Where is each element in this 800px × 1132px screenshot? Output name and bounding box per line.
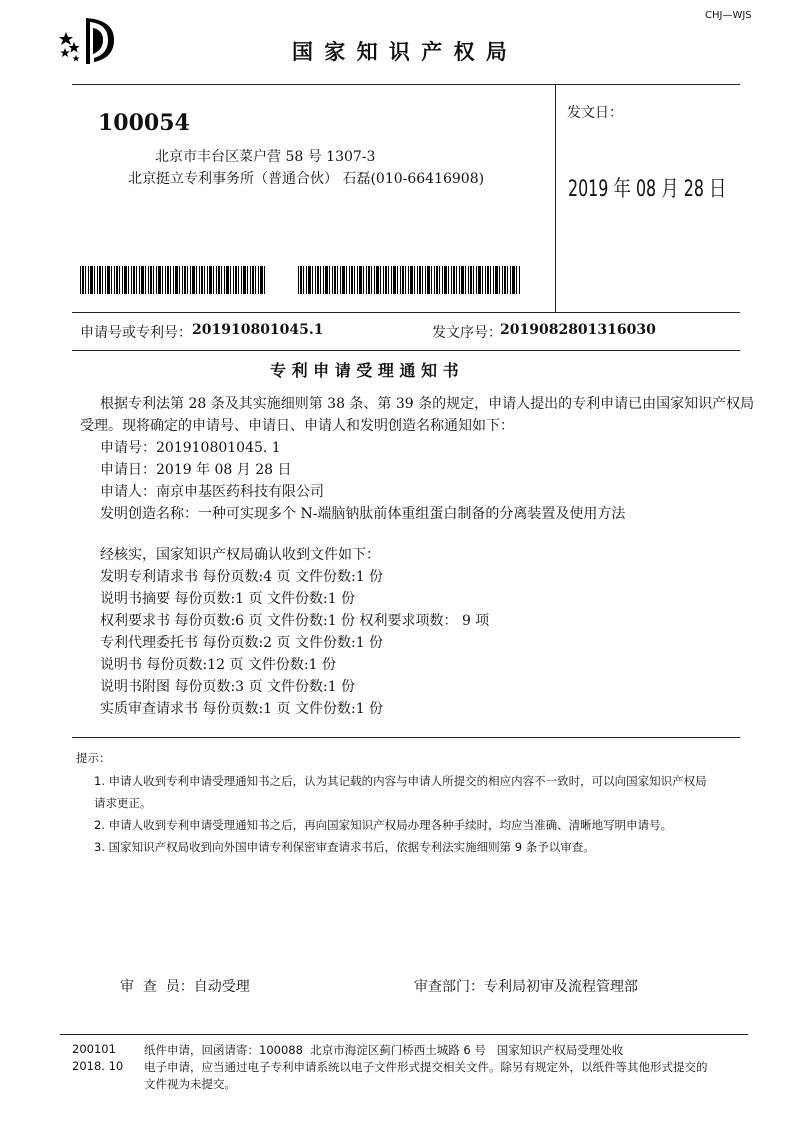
top-rule [72, 84, 740, 85]
verify-intro: 经核实，国家知识产权局确认收到文件如下： [100, 547, 380, 563]
agency-line: 北京挺立专利事务所（普通合伙） 石磊(010-66416908) [128, 171, 485, 187]
ids-rule [72, 350, 740, 351]
file-item: 说明书摘要 每份页数:1 页 文件份数:1 份 [100, 591, 356, 607]
mid-rule [72, 312, 740, 313]
department: 审查部门：专利局初审及流程管理部 [414, 979, 638, 995]
postal-code: 100054 [98, 110, 190, 136]
file-item: 专利代理委托书 每份页数:2 页 文件份数:1 份 [100, 635, 384, 651]
examiner: 审 查 员：自动受理 [120, 979, 250, 995]
notice-title: 专 利 申 请 受 理 通 知 书 [270, 361, 459, 380]
address-line: 北京市丰台区菜户营 58 号 1307-3 [155, 149, 376, 165]
doc-code: CHJ—WJS [705, 10, 752, 21]
note-1-line-2: 请求更正。 [94, 796, 152, 810]
intro-line-1: 根据专利法第 28 条及其实施细则第 38 条、第 39 条的规定，申请人提出的专利申请已由国家知识产权局 [100, 396, 755, 412]
app-date-line: 申请日：2019 年 08 月 28 日 [100, 462, 292, 478]
notes-rule [72, 737, 740, 738]
footer-rule [60, 1034, 748, 1035]
doc-no-label: 发文序号： [432, 325, 502, 341]
electronic-line-1: 电子申请，应当通过电子专利申请系统以电子文件形式提交相关文件。除另有规定外，以纸件等其他形式提交的 [144, 1060, 708, 1074]
invention-line: 发明创造名称：一种可实现多个 N-端脑钠肽前体重组蛋白制备的分离装置及使用方法 [100, 506, 626, 522]
file-item: 实质审查请求书 每份页数:1 页 文件份数:1 份 [100, 701, 384, 717]
electronic-line-2: 文件视为未提交。 [144, 1077, 236, 1091]
file-item: 说明书附图 每份页数:3 页 文件份数:1 份 [100, 679, 356, 695]
note-3: 3. 国家知识产权局收到向外国申请专利保密审查请求书后，依据专利法实施细则第 9 条予以审查。 [94, 840, 595, 854]
barcode-left [80, 266, 266, 294]
app-no-value: 201910801045.1 [192, 322, 324, 338]
dispatch-label: 发文日： [567, 105, 623, 121]
form-code: 200101 [72, 1042, 116, 1056]
notes-heading: 提示： [76, 751, 111, 765]
form-date: 2018. 10 [72, 1059, 124, 1073]
file-item: 说明书 每份页数:12 页 文件份数:1 份 [100, 657, 336, 673]
office-name: 国 家 知 识 产 权 局 [292, 40, 509, 64]
app-no-label: 申请号或专利号： [80, 325, 192, 341]
applicant-line: 申请人：南京申基医药科技有限公司 [100, 484, 324, 500]
intro-line-2: 受理。现将确定的申请号、申请日、申请人和发明创造名称通知如下： [80, 418, 514, 434]
date-divider [555, 84, 556, 312]
barcode-right [298, 266, 520, 294]
file-item: 权利要求书 每份页数:6 页 文件份数:1 份 权利要求项数： 9 项 [100, 613, 490, 629]
cnipa-logo-icon [56, 14, 120, 66]
paper-submission-line: 纸件申请，回函请寄：100088 北京市海淀区蓟门桥西土城路 6 号 国家知识产权局受理处收 [144, 1043, 624, 1057]
dispatch-date: 2019 年 08 月 28 日 [568, 177, 727, 202]
app-no-line: 申请号：201910801045. 1 [100, 440, 281, 456]
doc-no-value: 2019082801316030 [500, 322, 656, 338]
file-item: 发明专利请求书 每份页数:4 页 文件份数:1 份 [100, 569, 384, 585]
note-2: 2. 申请人收到专利申请受理通知书之后，再向国家知识产权局办理各种手续时，均应当准确、清晰地写明申请号。 [94, 818, 673, 832]
note-1-line-1: 1. 申请人收到专利申请受理通知书之后，认为其记载的内容与申请人所提交的相应内容不一致时，可以向国家知识产权局 [94, 774, 707, 788]
